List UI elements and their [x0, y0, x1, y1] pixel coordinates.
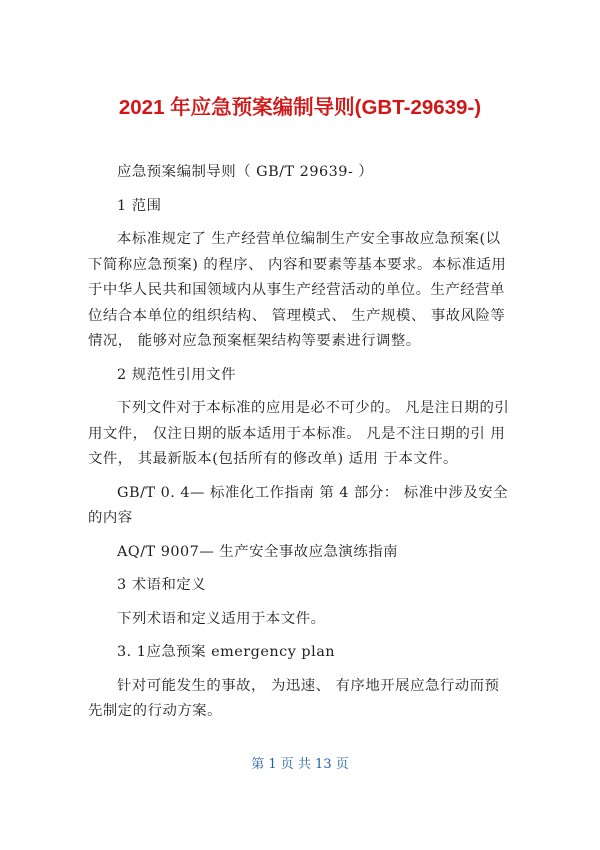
reference-item: GB/T 0. 4— 标准化工作指南 第 4 部分： 标准中涉及安全的内容 [88, 484, 509, 526]
paragraph: 本标准规定了 生产经营单位编制生产安全事故应急预案(以下简称应急预案) 的程序、 内容和要素等基本要求。本标准适用于中华人民共和国领域内从事生产经营活动的单位。生产经营单位结合本单位的组织结构、 管理模式、 生产规模、 事故风险等情况， 能够对应急预案框架结构等要素进行调整。 [88, 231, 507, 349]
paragraph: 针对可能发生的事故， 为迅速、 有序地开展应急行动而预先制定的行动方案。 [88, 677, 500, 719]
document-title: 2021 年应急预案编制导则(GBT-29639-) [118, 96, 482, 119]
section-heading: 3 术语和定义 [117, 577, 207, 593]
document-body [88, 160, 513, 733]
paragraph: 下列文件对于本标准的应用是必不可少的。 凡是注日期的引用文件， 仅注日期的版本适用于本标准。 凡是不注日期的引 用文件， 其最新版本(包括所有的修改单) 适用 于本文件。 [88, 400, 510, 467]
reference-item: AQ/T 9007— 生产安全事故应急演练指南 [117, 543, 398, 560]
page-number: 第 1 页 共 13 页 [251, 757, 349, 772]
term-heading: 3. 1应急预案 emergency plan [117, 644, 336, 660]
section-heading: 2 规范性引用文件 [117, 366, 236, 383]
section-heading: 1 范围 [117, 197, 162, 214]
paragraph: 下列术语和定义适用于本文件。 [117, 610, 326, 627]
paragraph: 应急预案编制导则（ GB/T 29639- ） [117, 164, 374, 180]
